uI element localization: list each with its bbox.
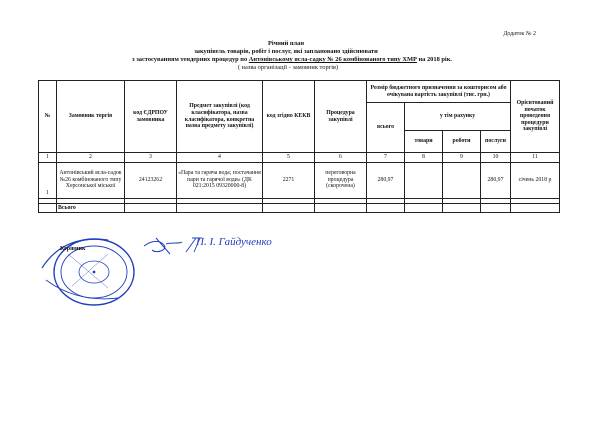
total-row [39, 203, 560, 213]
row-kekv: 2271 [263, 162, 315, 198]
col-number: 4 [177, 153, 263, 163]
header-kekv: код згідно КЕКВ [263, 81, 315, 153]
header-subject: Предмет закупівлі (код класифікатора, назва класифікатора, конкретна назва предмету закупівлі) [177, 81, 263, 153]
signatory-role: Керівник [60, 246, 86, 252]
header-budget: Розмір бюджетного призначення за кошторисом або очікувана вартість закупівлі (тис. грн.) [367, 81, 511, 103]
header-no: № [39, 81, 57, 153]
row-edrpou: 24123262 [125, 162, 177, 198]
org-caption: ( назва організації - замовник торгів) [237, 64, 339, 71]
col-number: 2 [57, 153, 125, 163]
header-total: всього [367, 103, 405, 153]
total-label: Всього [57, 203, 125, 213]
col-number: 1 [39, 153, 57, 163]
row-total: 280,97 [367, 162, 405, 198]
col-number: 3 [125, 153, 177, 163]
header-procedure: Процедура закупівлі [315, 81, 367, 153]
row-services: 280,97 [481, 162, 511, 198]
stamp-seal-icon [38, 232, 138, 308]
column-numbers-row [39, 153, 560, 163]
header-including: у тім рахунку [405, 103, 511, 131]
header-customer: Замовник торгів [57, 81, 125, 153]
row-works [443, 162, 481, 198]
row-procedure: переговорна процедура (скорочена) [315, 162, 367, 198]
org-suffix: на 2018 рік. [416, 56, 452, 63]
header-start: Орієнтований початок проведення процедури закупівлі [511, 81, 560, 153]
col-number: 10 [481, 153, 511, 163]
col-number: 6 [315, 153, 367, 163]
plan-organization-line [0, 56, 592, 64]
row-customer: Антонівський ясла-садок №26 комбінованого типу Херсонської міської [57, 162, 125, 198]
plan-title: Річний план [267, 40, 305, 47]
addendum-label: Додаток № 2 [503, 31, 536, 37]
col-number: 8 [405, 153, 443, 163]
col-number: 9 [443, 153, 481, 163]
row-no: 1 [39, 162, 57, 198]
col-number: 11 [511, 153, 560, 163]
row-goods [405, 162, 443, 198]
header-goods: товари [405, 131, 443, 153]
row-subject: «Пара та гаряча вода; постачання пари та гарячої води» (ДК 021:2015 09320000-8) [177, 162, 263, 198]
org-name: Антонівському ясла-садку № 26 комбінованого типу ХМР [248, 56, 417, 63]
header-works: роботи [443, 131, 481, 153]
header-edrpou: код ЄДРПОУ замовника [125, 81, 177, 153]
col-number: 5 [263, 153, 315, 163]
row-start: січень 2018 р [511, 162, 560, 198]
header-services: послуги [481, 131, 511, 153]
org-prefix: з застосуванням тендерних процедур по [132, 56, 249, 63]
signatory-name: П. І. Гайдученко [196, 236, 272, 248]
col-number: 7 [367, 153, 405, 163]
procurement-table [38, 80, 560, 213]
table-row [39, 162, 560, 198]
plan-subtitle: закупівель товарів, робіт і послуг, які заплановано здійснювати [194, 48, 378, 55]
